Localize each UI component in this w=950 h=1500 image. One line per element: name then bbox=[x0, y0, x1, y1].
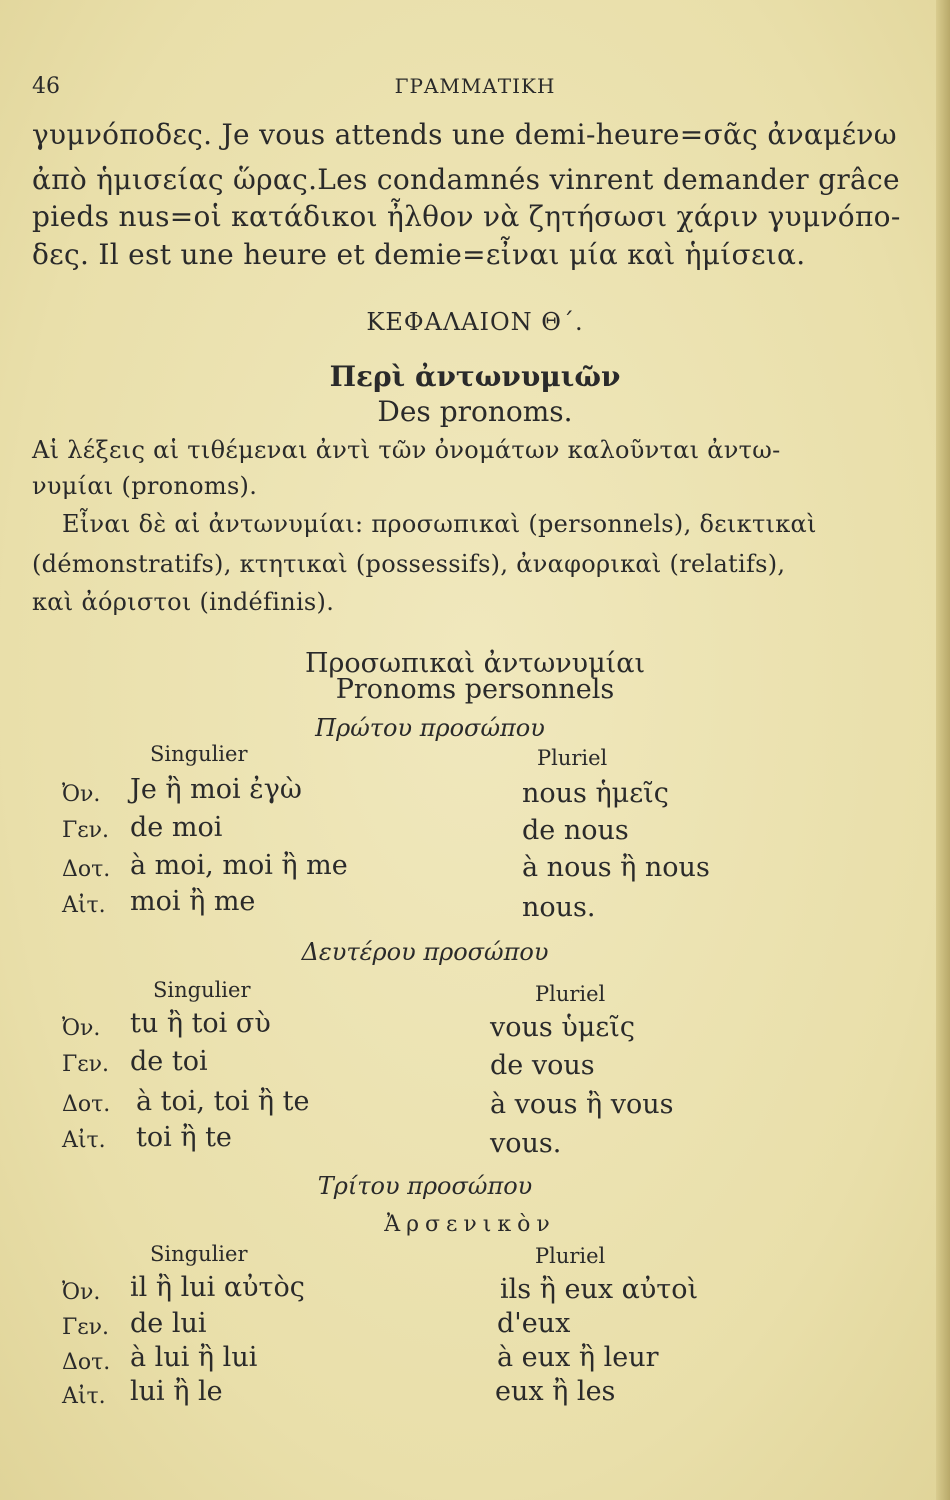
plural-form: à eux ἢ leur bbox=[497, 1342, 659, 1373]
section-title-french: Des pronoms. bbox=[377, 395, 573, 428]
plural-header: Pluriel bbox=[537, 746, 608, 770]
singular-form: moi ἢ me bbox=[130, 886, 256, 917]
body-line: καὶ ἀόριστοι (indéfinis). bbox=[32, 588, 335, 616]
case-label: Αἰτ. bbox=[62, 1128, 106, 1153]
case-label: Ὀν. bbox=[62, 1016, 101, 1041]
case-label: Ὀν. bbox=[62, 1280, 101, 1305]
body-line: νυμίαι (pronoms). bbox=[32, 472, 258, 500]
case-label: Αἰτ. bbox=[62, 893, 106, 918]
singular-form: lui ἢ le bbox=[130, 1376, 223, 1407]
body-line: Αἱ λέξεις αἱ τιθέμεναι ἀντὶ τῶν ὀνομάτων καλοῦνται ἀντω- bbox=[32, 436, 781, 464]
plural-form: nous. bbox=[522, 892, 596, 923]
body-line: (démonstratifs), κτητικαὶ (possessifs), ἀναφορικαὶ (relatifs), bbox=[32, 550, 786, 578]
singular-form: de toi bbox=[130, 1046, 208, 1077]
singular-header: Singulier bbox=[150, 742, 248, 766]
plural-form: de vous bbox=[490, 1050, 595, 1081]
singular-form: tu ἢ toi σὺ bbox=[130, 1008, 271, 1039]
intro-line: δες. Il est une heure et demie=εἶναι μία καὶ ἡμίσεια. bbox=[32, 238, 806, 271]
singular-form: à moi, moi ἢ me bbox=[130, 850, 348, 881]
plural-form: à nous ἢ nous bbox=[522, 852, 710, 883]
section-title-greek: Περὶ ἀντωνυμιῶν bbox=[329, 360, 621, 393]
gender-label: Ἀρσενικὸν bbox=[384, 1212, 556, 1237]
singular-form: Je ἢ moi ἐγὼ bbox=[130, 774, 302, 805]
singular-form: toi ἢ te bbox=[136, 1122, 232, 1153]
singular-form: à toi, toi ἢ te bbox=[136, 1086, 310, 1117]
plural-form: nous ἡμεῖς bbox=[522, 778, 669, 809]
singular-form: de moi bbox=[130, 812, 223, 843]
subsection-title-french: Pronoms personnels bbox=[335, 674, 615, 705]
intro-line: ἀπὸ ἡμισείας ὥρας.Les condamnés vinrent demander grâce bbox=[32, 163, 900, 196]
singular-form: de lui bbox=[130, 1308, 207, 1339]
plural-form: vous. bbox=[490, 1128, 562, 1159]
page-edge bbox=[936, 0, 950, 1500]
plural-form: ils ἢ eux αὐτοὶ bbox=[500, 1274, 699, 1305]
case-label: Δοτ. bbox=[62, 1092, 111, 1117]
page-number: 46 bbox=[32, 74, 60, 99]
case-label: Γεν. bbox=[62, 1315, 110, 1340]
plural-header: Pluriel bbox=[535, 1244, 606, 1268]
running-title: ΓΡΑΜΜΑΤΙΚΗ bbox=[394, 74, 556, 98]
body-line: Εἶναι δὲ αἱ ἀντωνυμίαι: προσωπικαὶ (personnels), δεικτικαὶ bbox=[62, 510, 817, 538]
intro-line: γυμνόποδες. Je vous attends une demi-heure=σᾶς ἀναμένω bbox=[32, 118, 897, 151]
plural-form: à vous ἢ vous bbox=[490, 1089, 674, 1120]
plural-form: vous ὑμεῖς bbox=[490, 1012, 635, 1043]
person-title: Δευτέρου προσώπου bbox=[301, 938, 549, 966]
case-label: Ὀν. bbox=[62, 782, 101, 807]
singular-header: Singulier bbox=[153, 978, 251, 1002]
plural-form: d'eux bbox=[497, 1308, 571, 1339]
plural-form: de nous bbox=[522, 815, 629, 846]
case-label: Γεν. bbox=[62, 818, 110, 843]
singular-form: à lui ἢ lui bbox=[130, 1342, 258, 1373]
subsection-title-greek: Προσωπικαὶ ἀντωνυμίαι bbox=[304, 648, 646, 679]
intro-line: pieds nus=οἱ κατάδικοι ἦλθον νὰ ζητήσωσι χάριν γυμνόπο- bbox=[32, 200, 901, 233]
case-label: Γεν. bbox=[62, 1052, 110, 1077]
plural-form: eux ἢ les bbox=[495, 1376, 616, 1407]
singular-form: il ἢ lui αὐτὸς bbox=[130, 1272, 305, 1303]
case-label: Δοτ. bbox=[62, 1350, 111, 1375]
plural-header: Pluriel bbox=[535, 982, 606, 1006]
singular-header: Singulier bbox=[150, 1242, 248, 1266]
chapter-heading: ΚΕΦΑΛΑΙΟΝ Θ΄. bbox=[366, 308, 584, 336]
case-label: Αἰτ. bbox=[62, 1384, 106, 1409]
person-title: Πρώτου προσώπου bbox=[315, 714, 545, 742]
person-title: Τρίτου προσώπου bbox=[317, 1172, 533, 1200]
case-label: Δοτ. bbox=[62, 857, 111, 882]
